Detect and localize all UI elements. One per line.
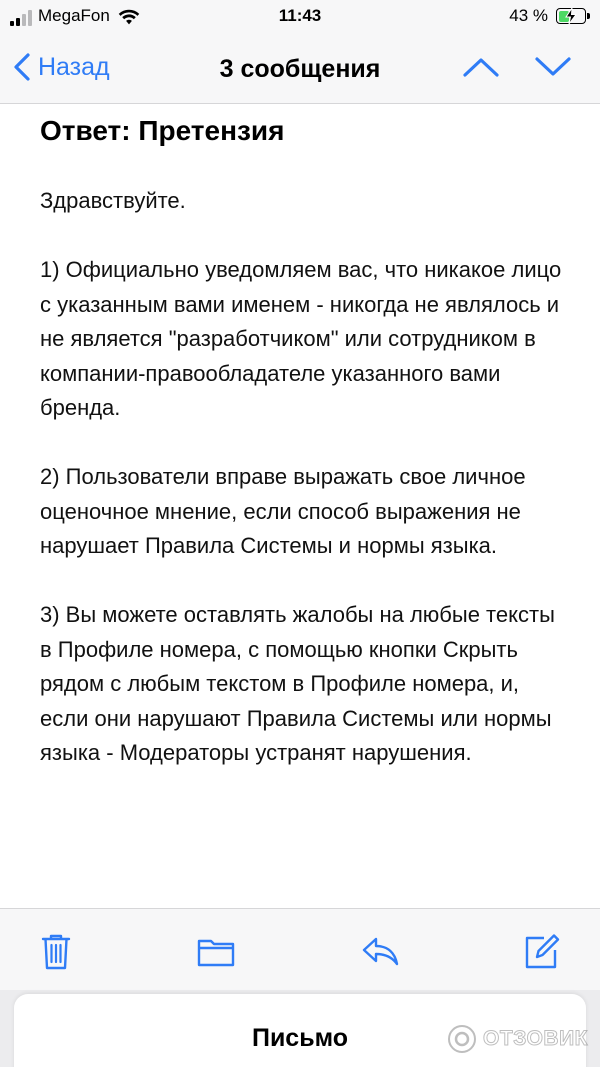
status-right <box>509 6 586 26</box>
bottom-toolbar <box>0 908 600 990</box>
message-subject: Ответ: Претензия <box>40 115 285 146</box>
battery-percent: 43 % <box>509 6 548 25</box>
otzovik-logo-icon <box>447 1024 477 1054</box>
watermark <box>447 1024 588 1054</box>
charging-bolt-icon <box>564 8 578 24</box>
page-title: 3 сообщения <box>219 55 381 83</box>
folder-icon[interactable] <box>196 931 236 971</box>
compose-icon[interactable] <box>522 931 562 971</box>
previous-message-chevron-up-icon[interactable] <box>462 54 500 80</box>
sheet-title: Письмо <box>251 1024 349 1052</box>
message-paragraph: 3) Вы можете оставлять жалобы на любые тексты в Профиле номера, с помощью кнопки Скрыть рядом с любым текстом в Профиле номера, и, если они нарушают Правила Системы или нормы языка - Модераторы устранят нарушения. <box>40 602 555 765</box>
message-paragraph: 2) Пользователи вправе выражать свое личное оценочное мнение, если способ выражения не нарушает Правила Системы и нормы языка. <box>40 464 526 558</box>
back-button-label: Назад <box>38 53 110 81</box>
reply-icon[interactable] <box>360 931 400 971</box>
message-content <box>40 104 570 805</box>
message-body <box>40 184 570 771</box>
watermark-text: ОТЗОВИК <box>483 1027 588 1050</box>
carrier-name: MegaFon <box>38 6 110 25</box>
message-navigation <box>462 54 572 80</box>
trash-icon[interactable] <box>36 931 76 971</box>
status-time: 11:43 <box>278 6 322 25</box>
message-paragraph: Здравствуйте. <box>40 188 186 213</box>
battery-icon <box>556 8 586 24</box>
next-message-chevron-down-icon[interactable] <box>534 54 572 80</box>
status-bar <box>0 0 600 34</box>
navigation-bar <box>0 34 600 104</box>
message-paragraph: 1) Официально уведомляем вас, что никакое лицо с указанным вами именем - никогда не являлось и не является "разработчиком" или сотрудником в компании-правообладателе указанного вами бренда. <box>40 257 562 420</box>
